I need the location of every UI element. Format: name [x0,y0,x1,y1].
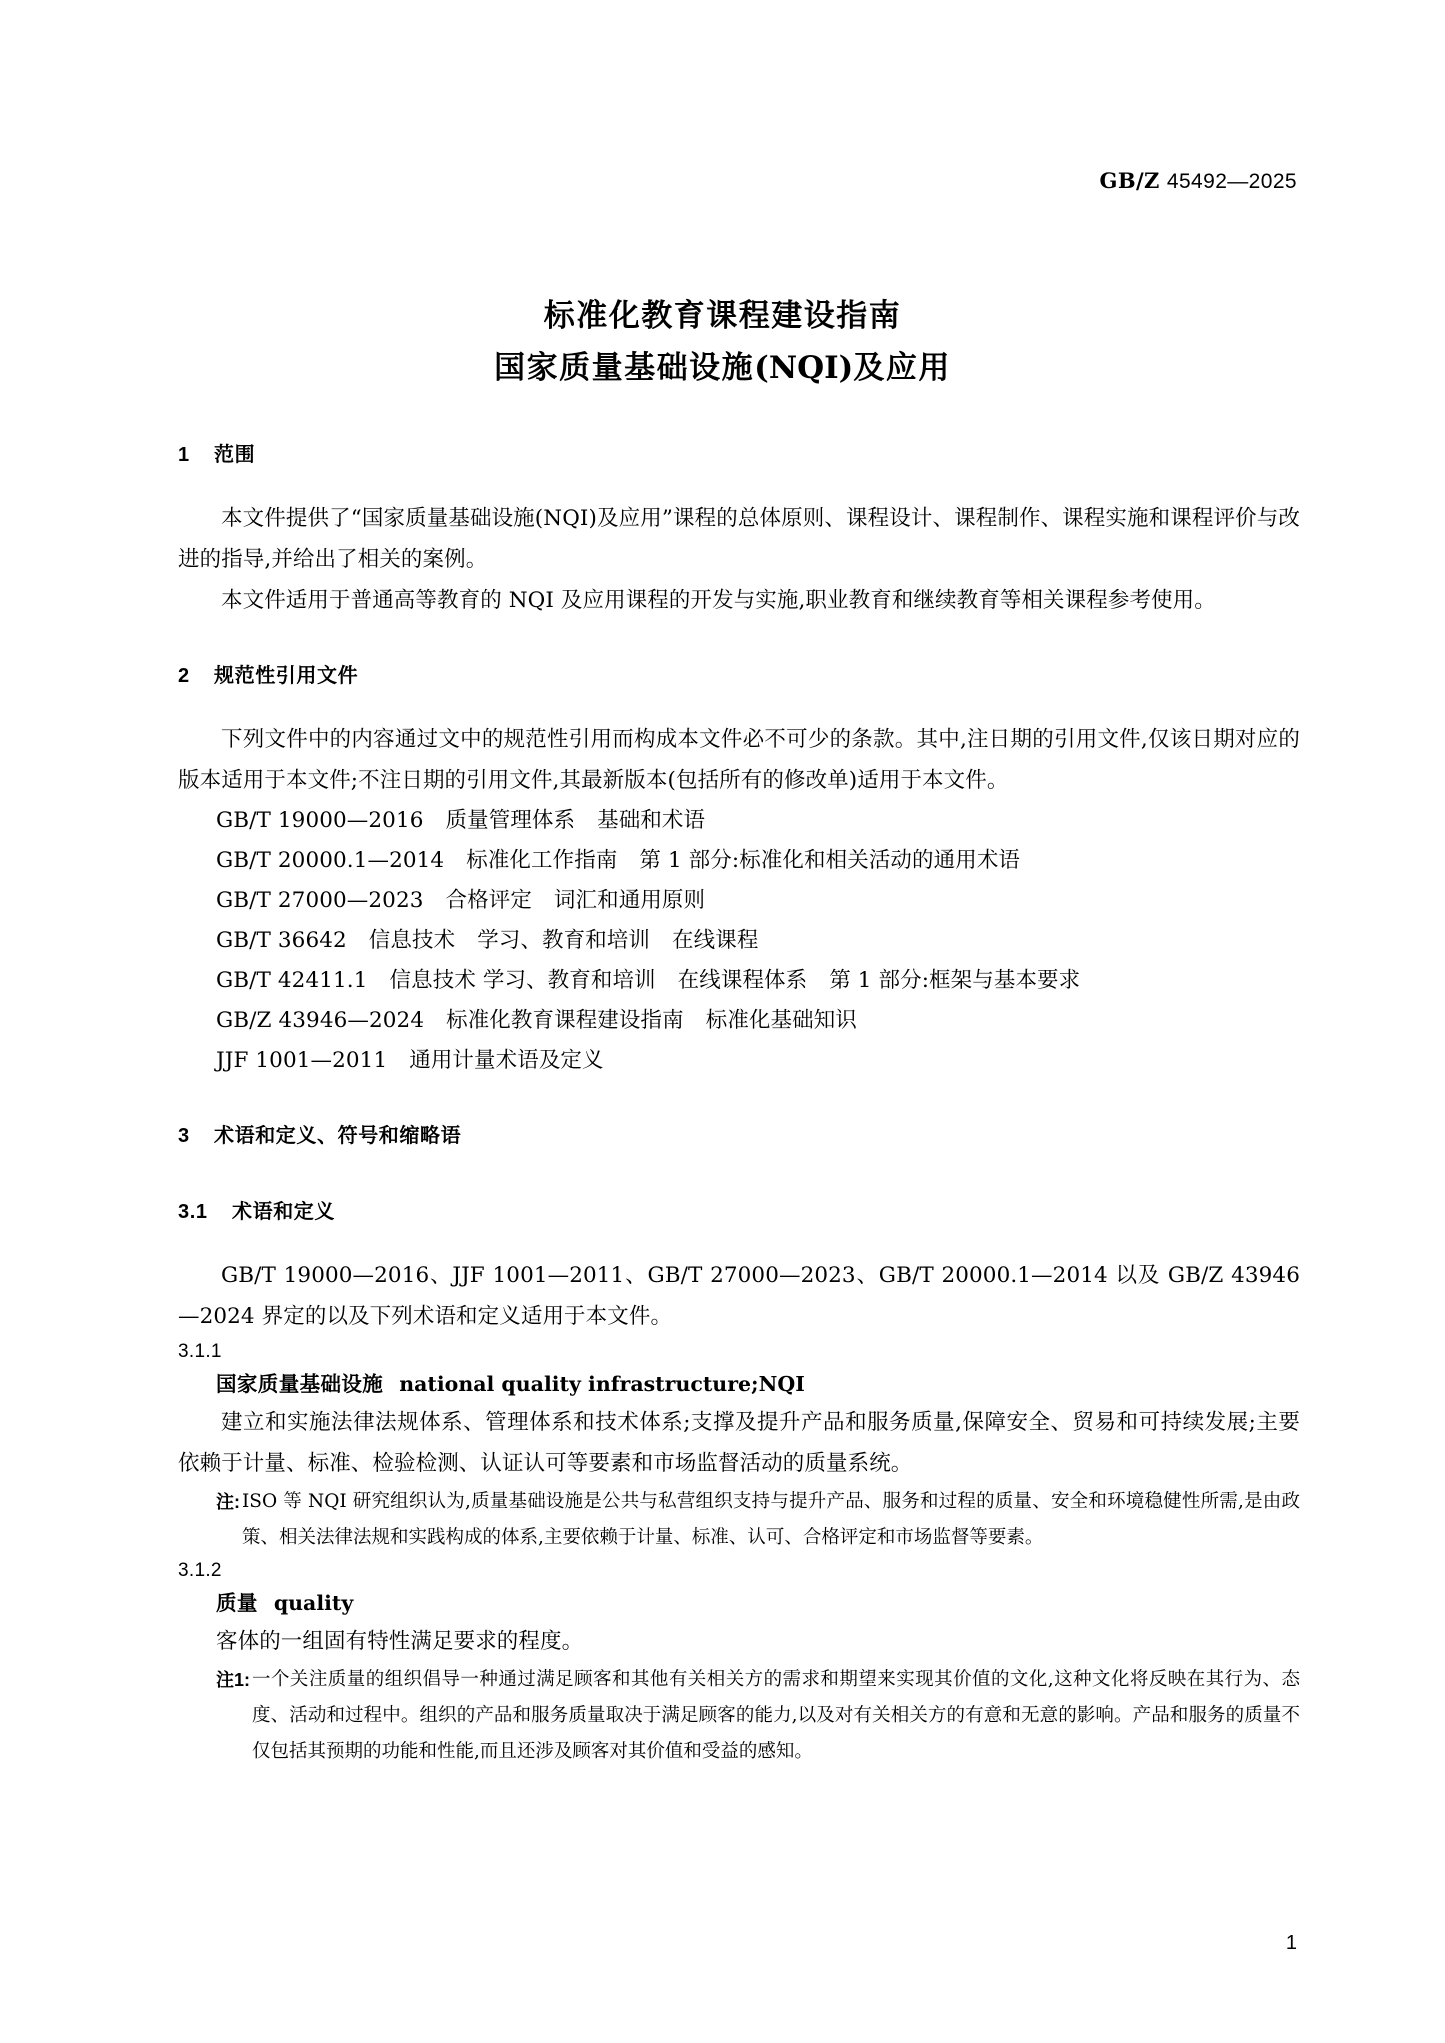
clause-2-paragraph-1: 下列文件中的内容通过文中的规范性引用而构成本文件必不可少的条款。其中,注日期的引用文件,仅该日期对应的版本适用于本文件;不注日期的引用文件,其最新版本(包括所有的修改单)适用于本文件。 [178,727,1300,793]
reference-title: 通用计量术语及定义 [409,1048,604,1073]
term-name [178,1586,1300,1621]
clause-1-paragraph-1: 本文件提供了“国家质量基础设施(NQI)及应用”课程的总体原则、课程设计、课程制作、课程实施和课程评价与改进的指导,并给出了相关的案例。 [178,506,1300,572]
title-nqi-abbr: (NQI) [754,350,854,386]
page-number: 1 [1285,1932,1297,1954]
reference-subtitle: 学习、教育和培训 [477,928,651,953]
term-definition: 建立和实施法律法规体系、管理体系和技术体系;支撑及提升产品和服务质量,保障安全、贸易和可持续发展;主要依赖于计量、标准、检验检测、认证认可等要素和市场监督活动的质量系统。 [178,1410,1300,1476]
term-name-cn: 质量 [216,1592,258,1615]
normative-reference-item [178,841,1300,881]
clause-2-title: 规范性引用文件 [214,665,359,687]
reference-code: GB/T 27000—2023 [216,888,424,913]
reference-code: JJF 1001—2011 [216,1048,388,1073]
title-line-2-pre: 国家质量基础设施 [494,350,755,385]
title-line-1: 标准化教育课程建设指南 [543,298,902,333]
normative-reference-item [178,881,1300,921]
note-label: 注: [216,1492,240,1512]
clause-1-paragraph-2: 本文件适用于普通高等教育的 NQI 及应用课程的开发与实施,职业教育和继续教育等相关课程参考使用。 [221,588,1216,613]
term-number: 3.1.1 [178,1341,222,1362]
term-name-en: national quality infrastructure;NQI [399,1372,805,1396]
clause-3-number: 3 [178,1125,190,1147]
reference-code: GB/T 20000.1—2014 [216,848,445,873]
term-note [178,1484,1300,1556]
title-line-2 [0,342,1445,394]
reference-code: GB/Z 43946—2024 [216,1008,425,1033]
running-header [1100,168,1298,194]
clause-3-heading [178,1121,1300,1151]
term-note [178,1662,1300,1770]
document-title [0,290,1445,394]
reference-subtitle: 基础和术语 [597,808,706,833]
normative-reference-item [178,1041,1300,1081]
clause-1-heading [178,440,1300,470]
note-text: ISO 等 NQI 研究组织认为,质量基础设施是公共与私营组织支持与提升产品、服务和过程的质量、安全和环境稳健性所需,是由政策、相关法律法规和实践构成的体系,主要依赖于计量、标准、认可、合格评定和市场监督等要素。 [242,1491,1300,1548]
clause-3-1-number: 3.1 [178,1201,208,1223]
reference-subtitle: 第 1 部分:标准化和相关活动的通用术语 [639,848,1021,873]
title-line-2-post: 及应用 [853,350,951,385]
reference-title: 信息技术 学习、教育和培训 [389,968,656,993]
term-name-en: quality [273,1591,354,1615]
term-name [178,1367,1300,1402]
normative-reference-item [178,961,1300,1001]
term-name-cn: 国家质量基础设施 [216,1373,384,1396]
reference-title: 合格评定 [445,888,532,913]
clause-3-1-title: 术语和定义 [232,1201,335,1223]
term-number: 3.1.2 [178,1560,222,1581]
clause-1-title: 范围 [214,444,256,466]
reference-extra: 在线课程 [672,928,759,953]
note-text: 一个关注质量的组织倡导一种通过满足顾客和其他有关相关方的需求和期望来实现其价值的文化,这种文化将反映在其行为、态度、活动和过程中。组织的产品和服务质量取决于满足顾客的能力,以及对有关相关方的有意和无意的影响。产品和服务的质量不仅包括其预期的功能和性能,而且还涉及顾客对其价值和受益的感知。 [252,1669,1300,1762]
reference-extra: 第 1 部分:框架与基本要求 [829,968,1081,993]
note-label: 注1: [216,1670,251,1690]
normative-reference-item [178,801,1300,841]
reference-title: 标准化教育课程建设指南 [446,1008,684,1033]
reference-subtitle: 标准化基础知识 [705,1008,857,1033]
header-standard-number: 45492—2025 [1166,170,1297,193]
clause-3-1-intro: GB/T 19000—2016、JJF 1001—2011、GB/T 27000—2023、GB/T 20000.1—2014 以及 GB/Z 43946—2024 界定的以及下列术语和定义适用于本文件。 [178,1263,1300,1329]
reference-code: GB/T 19000—2016 [216,808,424,833]
document-body [178,440,1300,1770]
reference-title: 质量管理体系 [445,808,576,833]
clause-2-number: 2 [178,665,190,687]
normative-reference-item [178,1001,1300,1041]
clause-3-1-heading [178,1197,1300,1227]
reference-code: GB/T 42411.1 [216,968,368,993]
clause-2-heading [178,661,1300,691]
reference-title: 标准化工作指南 [466,848,618,873]
clause-1-number: 1 [178,444,190,466]
reference-subtitle: 在线课程体系 [677,968,808,993]
clause-3-title: 术语和定义、符号和缩略语 [214,1125,462,1147]
term-definition: 客体的一组固有特性满足要求的程度。 [216,1629,584,1654]
header-standard-prefix: GB/Z [1099,168,1160,193]
normative-reference-item [178,921,1300,961]
reference-code: GB/T 36642 [216,928,347,953]
reference-subtitle: 词汇和通用原则 [553,888,706,913]
reference-title: 信息技术 [368,928,456,953]
